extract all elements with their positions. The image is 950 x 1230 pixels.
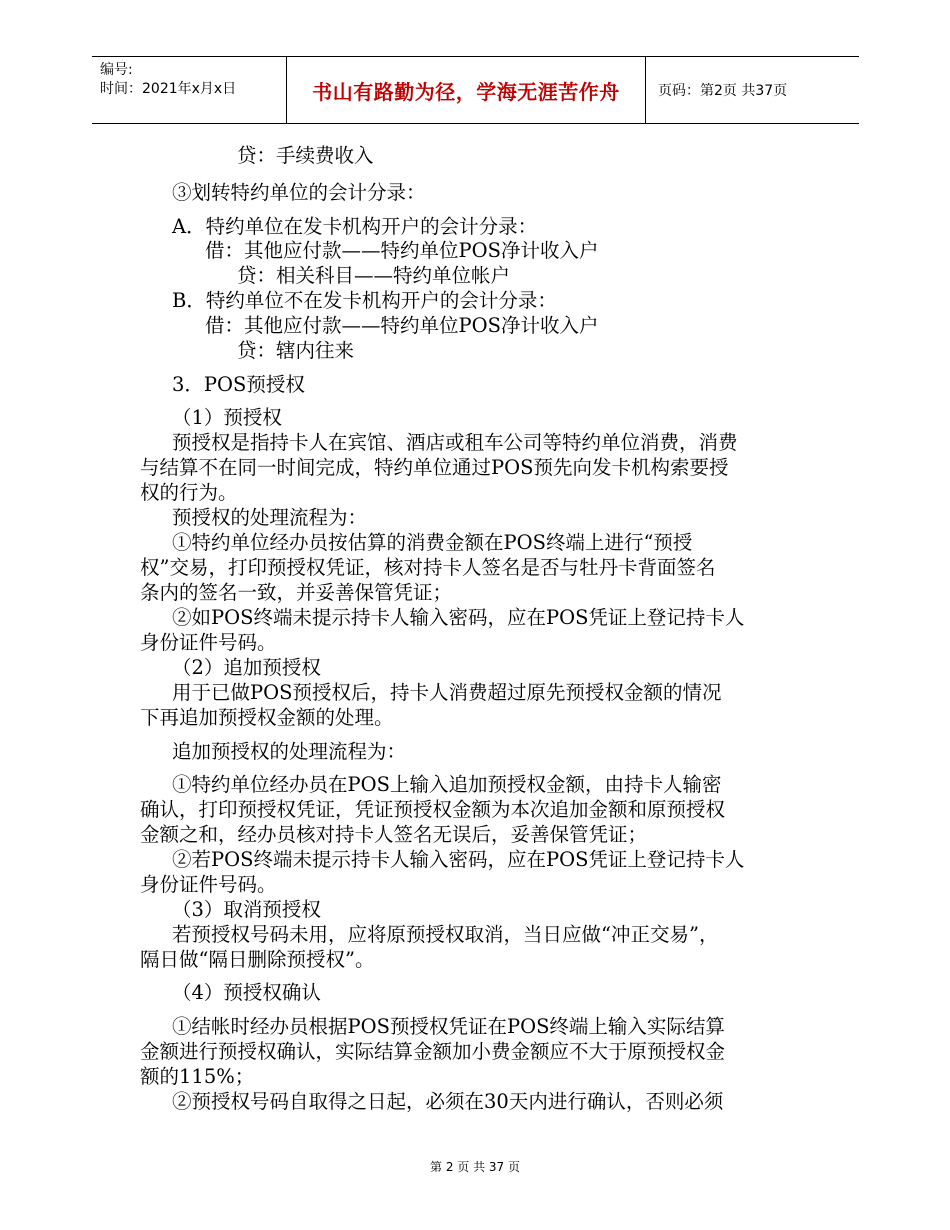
document-time-label: 时间：2021年x月x日 bbox=[100, 81, 237, 97]
document-number-label: 编号: bbox=[100, 62, 133, 78]
body-line: 预授权是指持卡人在宾馆、酒店或租车公司等特约单位消费，消费 bbox=[172, 431, 738, 454]
body-line: 借：其他应付款——特约单位POS净计收入户 bbox=[205, 314, 599, 337]
body-line: ①结帐时经办员根据POS预授权凭证在POS终端上输入实际结算 bbox=[172, 1015, 725, 1038]
page-footer: 第 2 页 共 37 页 bbox=[430, 1160, 520, 1174]
body-line: ②预授权号码自取得之日起，必须在30天内进行确认，否则必须 bbox=[172, 1090, 724, 1113]
body-line: 身份证件号码。 bbox=[140, 631, 277, 654]
body-line: ③划转特约单位的会计分录： bbox=[172, 181, 426, 204]
header-page-info: 页码：第2页 共37页 bbox=[658, 83, 788, 99]
body-line: ②若POS终端未提示持卡人输入密码，应在POS凭证上登记持卡人 bbox=[172, 848, 745, 871]
body-line: 3．POS预授权 bbox=[172, 373, 305, 396]
header-motto: 书山有路勤为径，学海无涯苦作舟 bbox=[286, 57, 646, 123]
body-line: 隔日做“隔日删除预授权”。 bbox=[140, 948, 375, 971]
body-line: 与结算不在同一时间完成，特约单位通过POS预先向发卡机构索要授 bbox=[140, 456, 729, 479]
body-line: ②如POS终端未提示持卡人输入密码，应在POS凭证上登记持卡人 bbox=[172, 606, 745, 629]
body-line: 贷：辖内往来 bbox=[237, 339, 355, 362]
body-line: ①特约单位经办员在POS上输入追加预授权金额，由持卡人输密 bbox=[172, 773, 722, 796]
body-line: 借：其他应付款——特约单位POS净计收入户 bbox=[205, 239, 599, 262]
body-line: B．特约单位不在发卡机构开户的会计分录： bbox=[172, 289, 557, 312]
body-line: 金额进行预授权确认，实际结算金额加小费金额应不大于原预授权金 bbox=[140, 1040, 726, 1063]
body-line: （1）预授权 bbox=[172, 406, 282, 429]
body-line: 贷：手续费收入 bbox=[237, 144, 374, 167]
body-line: 追加预授权的处理流程为： bbox=[172, 740, 407, 763]
body-line: 若预授权号码未用，应将原预授权取消，当日应做“冲正交易”， bbox=[172, 923, 719, 946]
body-line: 权的行为。 bbox=[140, 481, 238, 504]
body-line: 贷：相关科目——特约单位帐户 bbox=[237, 264, 511, 287]
body-line: （3）取消预授权 bbox=[172, 898, 321, 921]
body-line: 用于已做POS预授权后，持卡人消费超过原先预授权金额的情况 bbox=[172, 681, 722, 704]
body-line: 金额之和，经办员核对持卡人签名无误后，妥善保管凭证； bbox=[140, 823, 648, 846]
body-line: 下再追加预授权金额的处理。 bbox=[140, 706, 394, 729]
body-line: （2）追加预授权 bbox=[172, 656, 321, 679]
body-line: 预授权的处理流程为： bbox=[172, 506, 368, 529]
body-line: ①特约单位经办员按估算的消费金额在POS终端上进行“预授 bbox=[172, 531, 693, 554]
header-meta bbox=[100, 61, 236, 99]
page-header bbox=[92, 56, 859, 124]
body-line: （4）预授权确认 bbox=[172, 981, 321, 1004]
body-line: 条内的签名一致，并妥善保管凭证； bbox=[140, 581, 453, 604]
body-line: 确认，打印预授权凭证，凭证预授权金额为本次追加金额和原预授权 bbox=[140, 798, 726, 821]
body-line: A．特约单位在发卡机构开户的会计分录： bbox=[172, 215, 538, 238]
body-line: 权”交易，打印预授权凭证，核对持卡人签名是否与牡丹卡背面签名 bbox=[140, 556, 716, 579]
body-line: 身份证件号码。 bbox=[140, 873, 277, 896]
body-line: 额的115%； bbox=[140, 1065, 255, 1088]
